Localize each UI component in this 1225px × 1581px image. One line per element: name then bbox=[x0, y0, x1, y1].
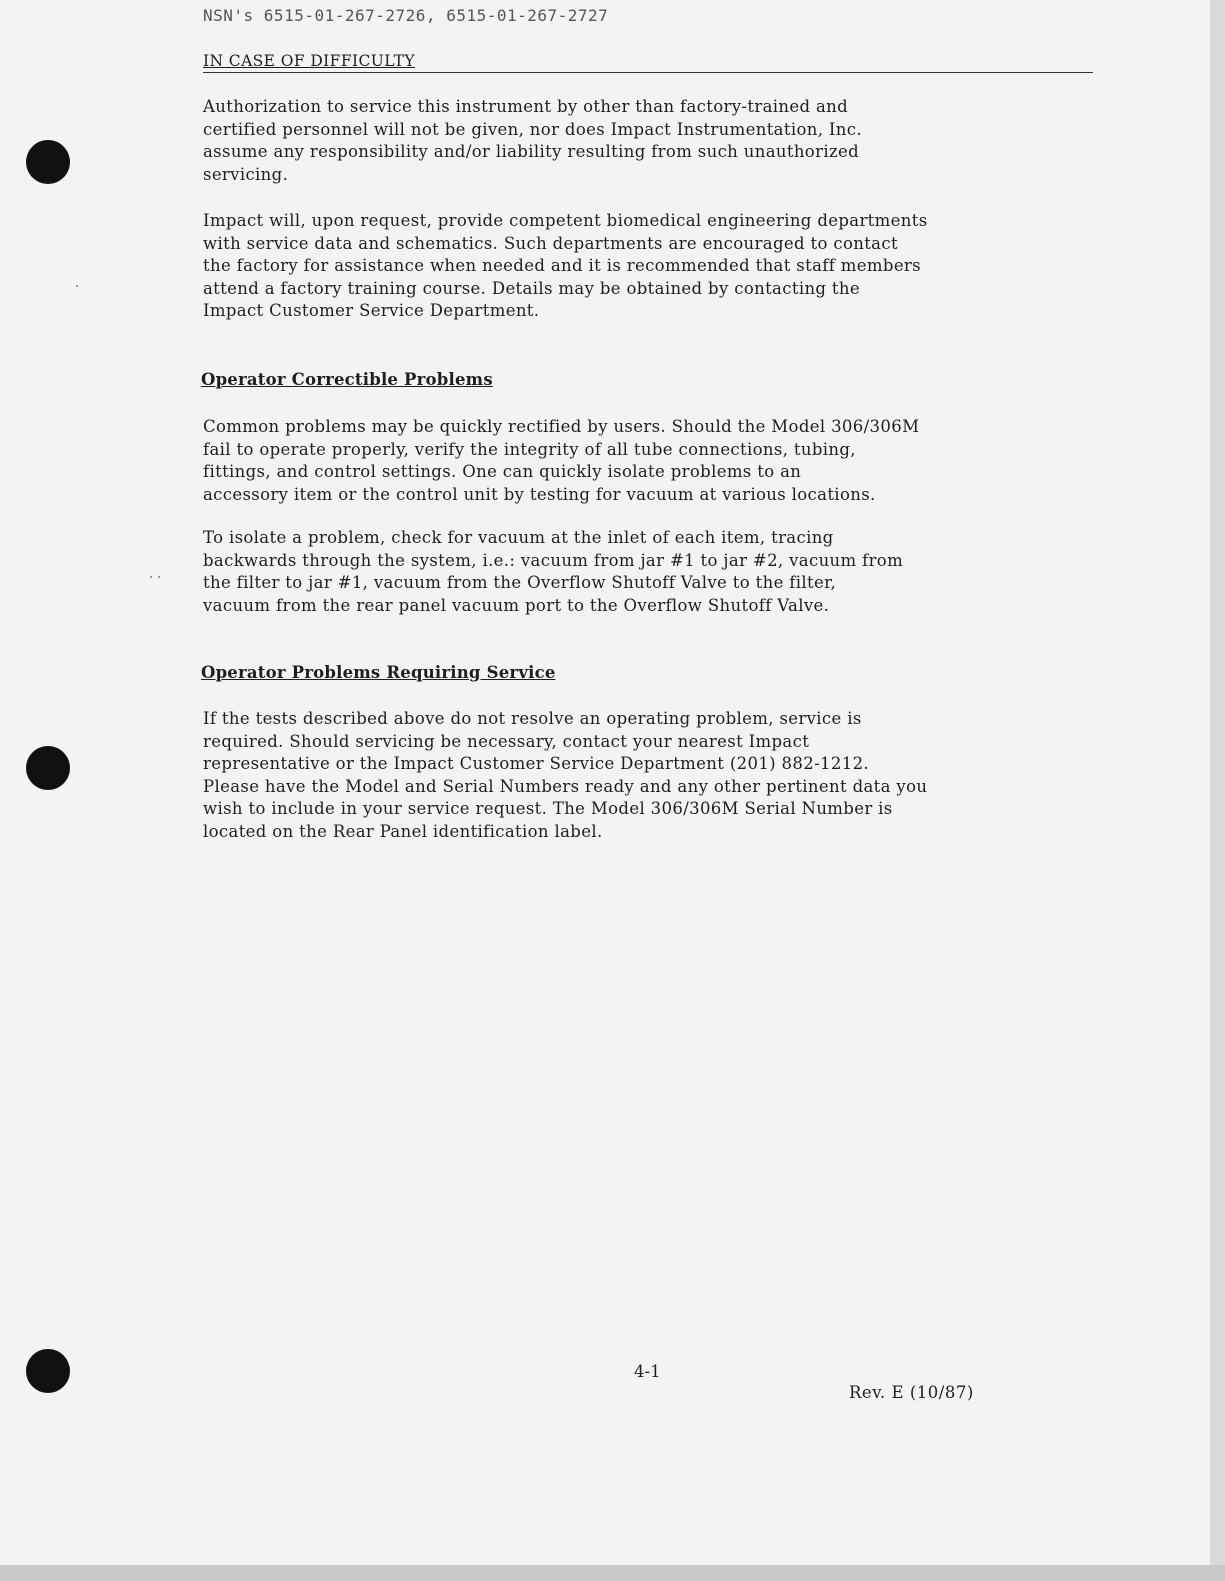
scan-speck bbox=[158, 576, 160, 578]
scan-bottom-edge bbox=[0, 1565, 1225, 1581]
section-title bbox=[203, 52, 1093, 73]
correctible-paragraph-1: Common problems may be quickly rectified by users. Should the Model 306/306M fail to operate properly, verify the integrity of all tube connections, tubing, fittings, and control settings. One can quickly isolate problems to an accessory item or the control unit by testing for vacuum at various locations. bbox=[203, 417, 920, 504]
correctible-paragraph-2: To isolate a problem, check for vacuum at the inlet of each item, tracing backwards through the system, i.e.: vacuum from jar #1 to jar #2, vacuum from the filter to jar #1, vacuum from the Overflow Shutoff Valve to the filter, vacuum from the rear panel vacuum port to the Overflow Shutoff Valve. bbox=[203, 528, 904, 615]
section-title-text: IN CASE OF DIFFICULTY bbox=[203, 52, 416, 70]
scan-speck bbox=[76, 285, 78, 287]
correctible-problems-heading: Operator Correctible Problems bbox=[201, 370, 493, 389]
binder-hole-middle bbox=[26, 746, 70, 790]
scan-speck bbox=[150, 576, 152, 578]
service-data-paragraph: Impact will, upon request, provide competent biomedical engineering departments with service data and schematics. Such departments are encouraged to contact the factory for assistance when needed and it is recommended that staff members attend a factory training course. Details may be obtained by contacting the Impact Customer Service Department. bbox=[203, 211, 928, 321]
page-number: 4-1 bbox=[634, 1362, 661, 1381]
requiring-service-paragraph: If the tests described above do not resolve an operating problem, service is required. Should servicing be necessary, contact your nearest Impact representative or the Impact Customer Service Department (201) 882-1212. Please have the Model and Serial Numbers ready and any other pertinent data you wish to include in your service request. The Model 306/306M Serial Number is located on the Rear Panel identification label. bbox=[203, 709, 928, 841]
revision-label: Rev. E (10/87) bbox=[849, 1383, 974, 1402]
binder-hole-top bbox=[26, 140, 70, 184]
authorization-paragraph: Authorization to service this instrument by other than factory-trained and certified personnel will not be given, nor does Impact Instrumentation, Inc. assume any responsibility and/or liability resulting from such unauthorized servicing. bbox=[203, 97, 862, 184]
nsn-header: NSN's 6515-01-267-2726, 6515-01-267-2727 bbox=[203, 6, 609, 25]
binder-hole-bottom bbox=[26, 1349, 70, 1393]
requiring-service-heading: Operator Problems Requiring Service bbox=[201, 663, 556, 682]
